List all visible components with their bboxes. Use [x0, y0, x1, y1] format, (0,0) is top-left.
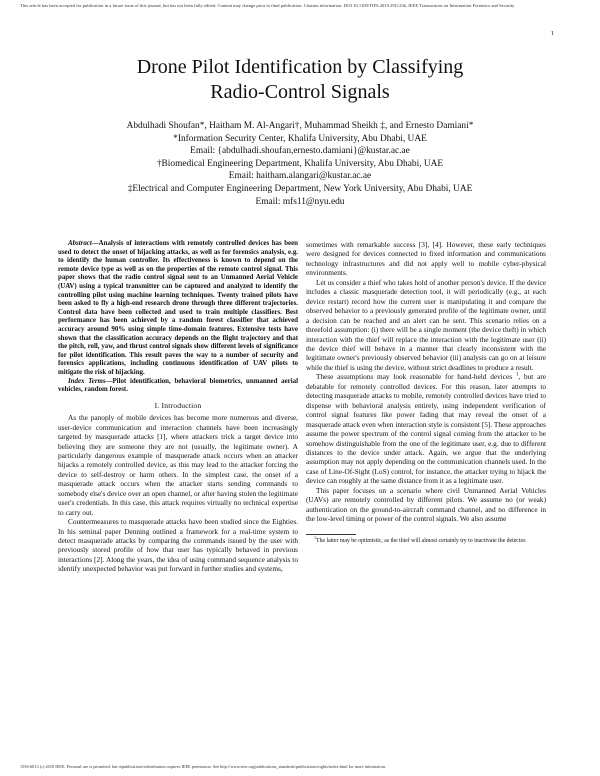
- intro-paragraph-6: This paper focuses on a scenario where civil Unmanned Aerial Vehicles (UAVs) are remotely controlled by different pilots. We assume no (or weak) authentication on the ground-to-aircraft command channel, and no difference in the low-level timing or power of the control signals. We also assume: [306, 485, 546, 524]
- footnote-ref: 1: [515, 371, 519, 378]
- paragraph-5-start: These assumptions may look reasonable for hand-held devices: [316, 372, 513, 382]
- intro-paragraph-4: Let us consider a thief who takes hold of another person's device. If the device includes a classic masquerade detection tool, it will periodically (e.g., at each device restart) record how the current user is manipulating it and compare the observed behavior to a previously generated profile of the legitimate owner, until a decision can be reached and an alert can be sent. This scenario relies on a threefold assumption: (i) there will be a single moment (the device theft) in which interaction with the thief will replace the interaction with the legitimate user (ii) the device thief will behave in a manner that clearly inconsistent with the legitimate owner's previously observed behavior (iii) analysis can go on at leisure while the thief is using the device, without strict deadlines to produce a result.: [306, 277, 546, 372]
- intro-paragraph-1: As the panoply of mobile devices has become more numerous and diverse, user-device communication and interaction channels have been increasingly targeted by masquerade attacks [1], where attackers trick a target device into believing they are someone they are not (usually, the legitimate owner). A particularly dangerous example of masquerade attack occurs when an attacker hijacks a remotely controlled device, as this may lead to the attacker forcing the device to self-destroy or harm others. In the simplest case, the onset of a masquerade attack occurs when the attacker starts sending commands to somebody else's device over an open channel, or after having stolen the legitimate user's credentials. In this case, this attack requires virtually no technical expertise to carry out.: [58, 413, 298, 517]
- affiliation-2: †Biomedical Engineering Department, Khalifa University, Abu Dhabi, UAE: [156, 158, 444, 169]
- intro-paragraph-3: sometimes with remarkable success [3], [4]. However, these early techniques were designed for devices connected to fixed information and communications technology infrastructures and did not apply well to mobile cyber-physical environments.: [306, 240, 546, 278]
- abstract: [58, 240, 298, 378]
- publication-notice: This article has been accepted for publication in a future issue of this journal, but has not been fully edited. Content may change prior to final publication. Citation information: DOI 10.1109/TIFS.2019.2911236, IEEE Transactions on Information Forensics and Security: [20, 3, 515, 8]
- email-2: Email: haitham.alangari@kustar.ac.ae: [228, 171, 372, 182]
- right-column: [306, 240, 546, 545]
- intro-paragraph-5: [306, 372, 546, 485]
- paper-title: [60, 55, 540, 105]
- intro-paragraph-2: Countermeasures to masquerade attacks have been studied since the Eighties. In his seminal paper Denning outlined a framework for a real-time system to detect masquerade attacks by comparing the commands issued by the user with previously stored profile of how that user has typically behaved in previous interactions [2]. Along the years, the idea of using command sequence analysis to identify unexpected behavior was put forward in further studies and systems,: [58, 517, 298, 574]
- affiliation-3: ‡Electrical and Computer Engineering Department, New York University, Abu Dhabi, UAE: [127, 183, 473, 194]
- footnote-text: The latter may be optimistic, as the thief will almost certainly try to inactivate the detector.: [316, 537, 527, 544]
- index-terms-label: Index Terms: [68, 377, 106, 385]
- email-3: Email: mfs11@nyu.edu: [255, 196, 345, 207]
- paragraph-5-rest: , but are debatable for remotely controlled devices. For this reason, later attempts to detecting masquerade attacks to mobile, remotely controlled devices have tried to dispense with behavioral analysis entirely, using independent verification of control signal features like power fading that may reveal the onset of a masquerade attack even when interaction style is consistent [5]. These approaches assume the power spectrum of the control signal coming from the attacker to be somehow distinguishable from the one of the legitimate user, e.g. due to different distances to the device under attack. Again, we argue that the underlying assumption may not apply depending on the communication channels used. In the case of Line-Of-Sight (LoS) control, for instance, the attacker trying to hijack the device can roughly at the same distance from it as a legitimate user.: [306, 372, 546, 486]
- abstract-text: —Analysis of interactions with remotely controlled devices has been used to detect the onset of hijacking attacks, as well as for forensics analysis, e.g. to identify the human controller. Its effectiveness is known to depend on the remote device type as well as on the properties of the remote control signal. This paper shows that the radio control signal sent to an Unmanned Aerial Vehicle (UAV) using a typical transmitter can be captured and analyzed to identify the controlling pilot using machine learning techniques. Twenty trained pilots have been asked to fly a high-end research drone through three different trajectories. Control data have been collected and used to train multiple classifiers. Best performance has been achieved by a random forest classifier that achieved accuracy around 90% using simple time-domain features. Extensive tests have shown that the classification accuracy depends on the flight trajectory and that the pitch, roll, yaw, and thrust control signals show different levels of significance for pilot identification. This result paves the way to a number of security and forensics applications, including continuous identification of UAV pilots to mitigate the risk of hijacking.: [58, 240, 298, 376]
- index-terms: [58, 378, 298, 395]
- left-column: [58, 240, 298, 574]
- email-1: Email: {abdulhadi.shoufan,ernesto.damiani}@kustar.ac.ae: [190, 146, 410, 157]
- affiliation-1: *Information Security Center, Khalifa University, Abu Dhabi, UAE: [173, 133, 427, 144]
- index-terms-text: —Pilot identification, behavioral biometrics, unmanned aerial vehicles, random forest.: [58, 377, 299, 394]
- section-heading-introduction: I. Introduction: [154, 400, 202, 410]
- copyright-notice: 1556-6013 (c) 2018 IEEE. Personal use is permitted, but republication/redistribution requires IEEE permission. See http://www.ieee.org/publications_standards/publications/rights/index.html for more information.: [20, 764, 386, 769]
- author-block: [40, 120, 560, 208]
- abstract-label: Abstract: [68, 240, 92, 247]
- footnote: [306, 534, 546, 545]
- author-names: Abdulhadi Shoufan*, Haitham M. Al-Angari†, Muhammad Sheikh ‡, and Ernesto Damiani*: [126, 121, 474, 131]
- page-number: 1: [550, 30, 554, 37]
- title-line-1: Drone Pilot Identification by Classifying: [136, 56, 464, 78]
- footnote-mark: 1: [314, 534, 317, 540]
- title-line-2: Radio-Control Signals: [210, 81, 390, 103]
